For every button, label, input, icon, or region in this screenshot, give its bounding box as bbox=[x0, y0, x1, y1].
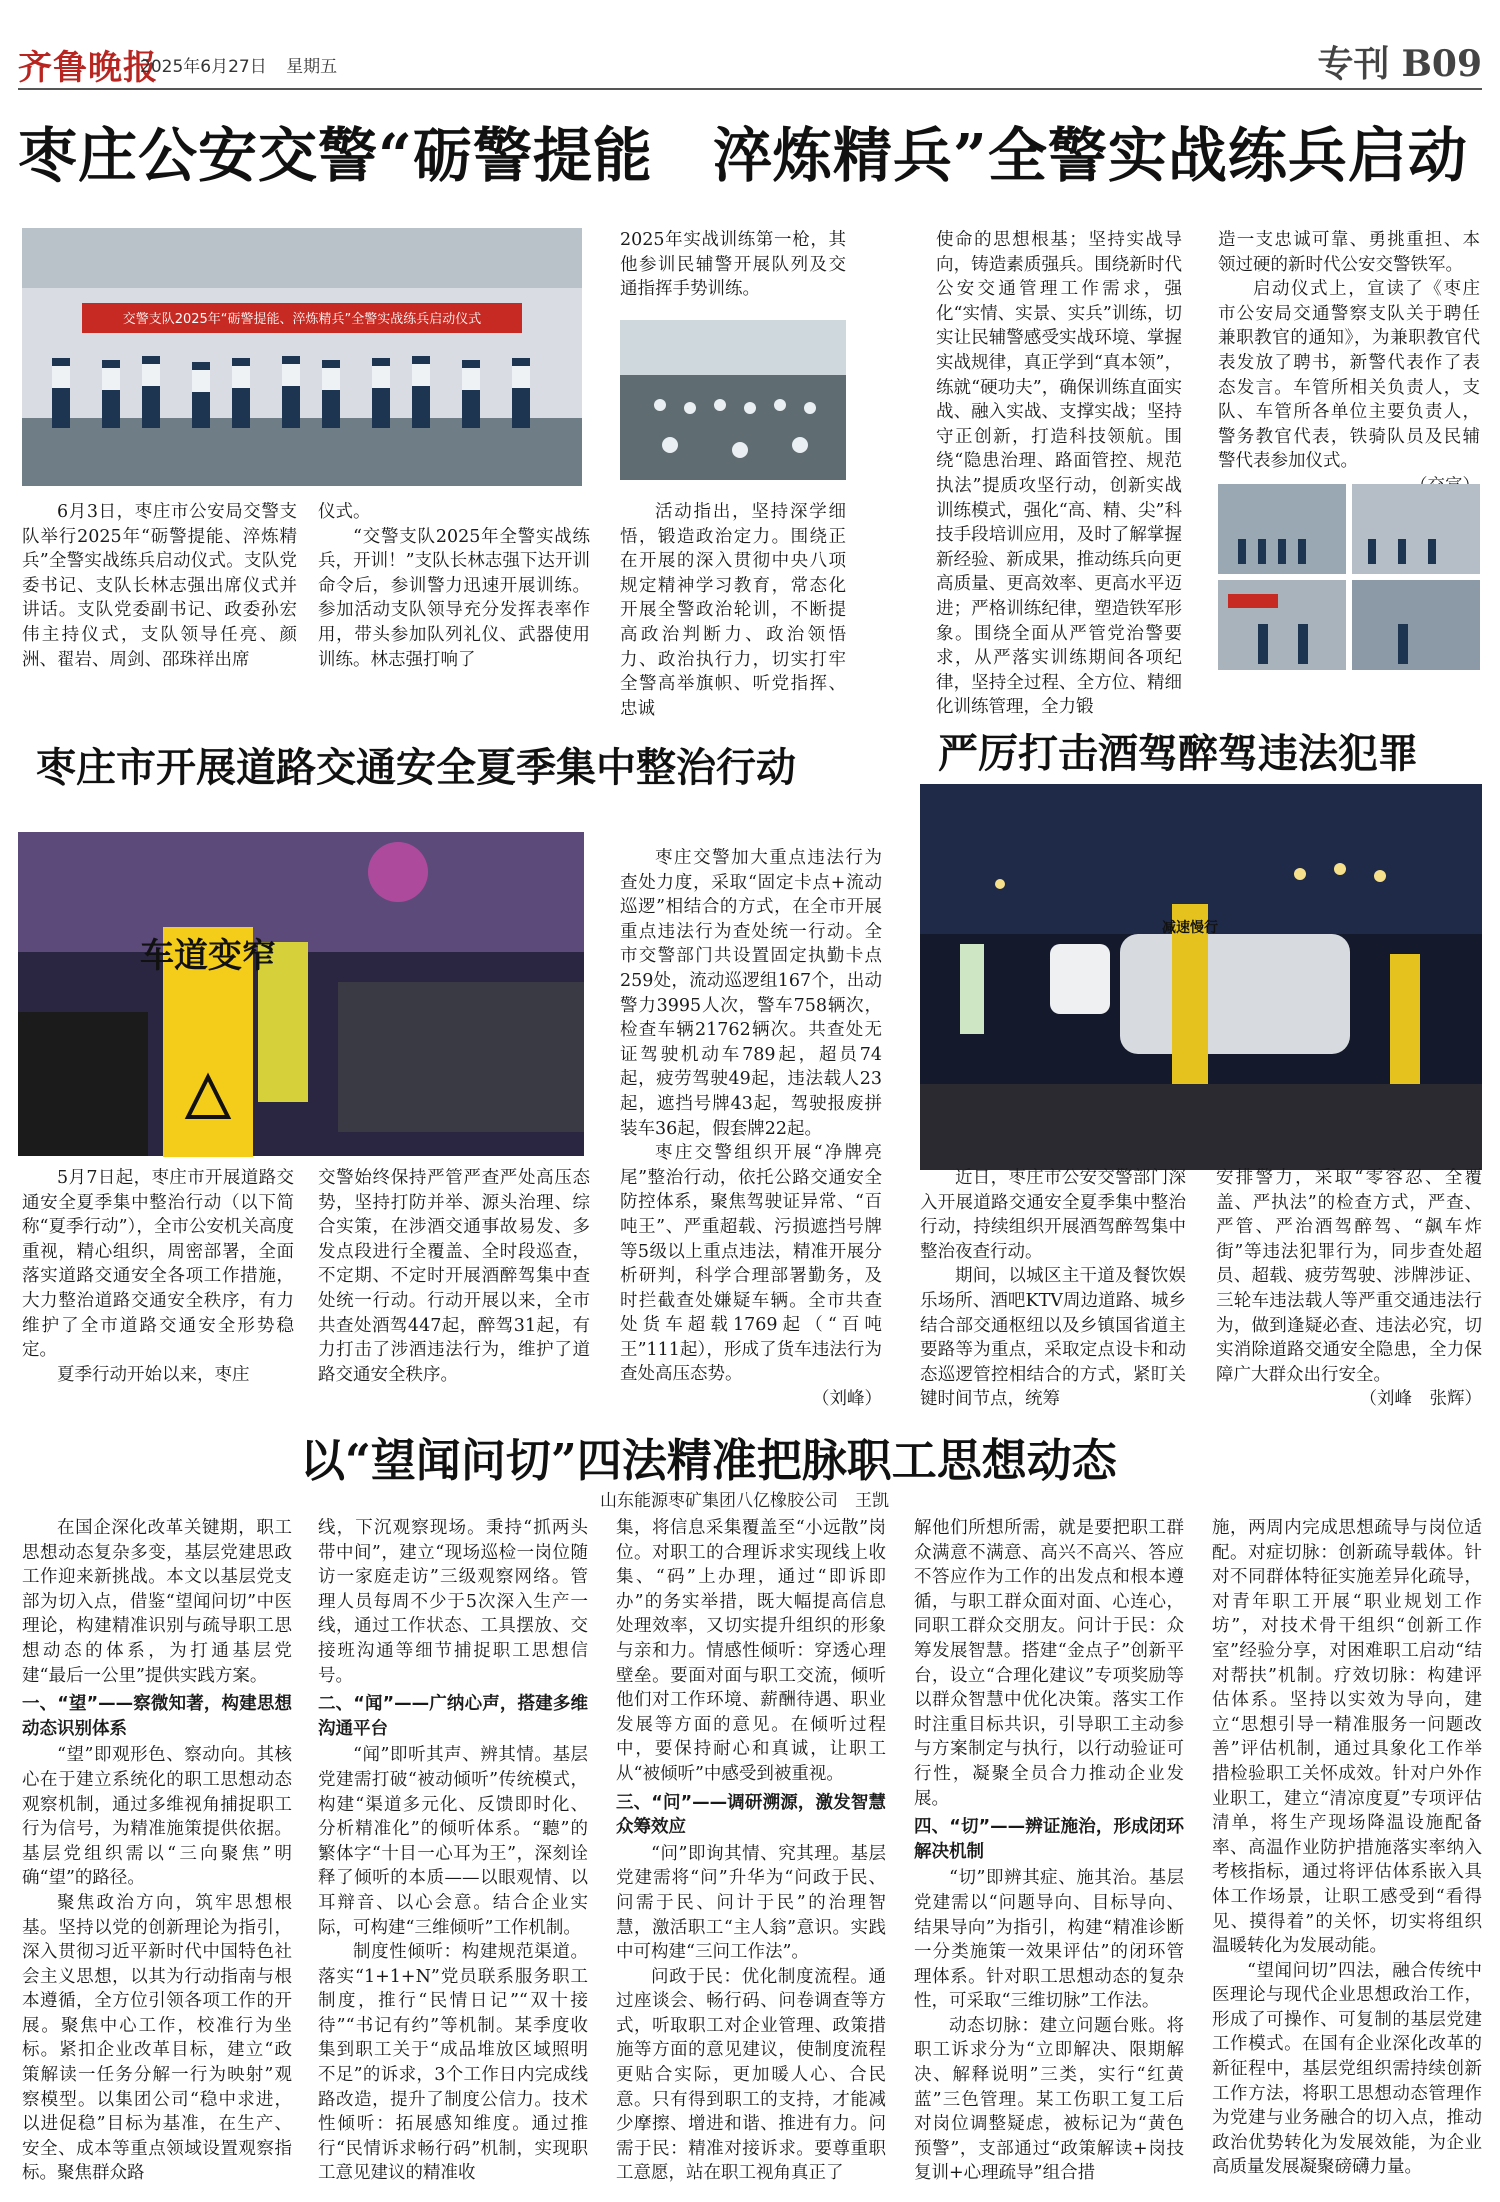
article4-col4: 解他们所想所需，就是要把职工群众满意不满意、高兴不高兴、答应不答应作为工作的出发点和根本遵循，与职工群众面对面、心连心，同职工群众交朋友。问计于民：众筹发展智慧。搭建“金点子”创新平台，设立“合理化建议”专项奖励等以群众智慧中优化决策。落实工作时注重目标共识，引导职工主动参与方案制定与执行，以行动验证可行性，凝聚全员合力推动企业发展。 四、“切”——辨证施治，形成闭环解决机制 “切”即辨其症、施其治。基层党建需以“问题导向、目标导向、结果导向”为指引，构建“精准诊断一分类施策一效果评估”的闭环管理体系。针对职工思想动态的复杂性，可采取“三维切脉”工作法。 动态切脉：建立问题台账。将职工诉求分为“立即解决、限期解决、解释说明”三类，实行“红黄蓝”三色管理。某工伤职工复工后对岗位调整疑虑，被标记为“黄色预警”，支部通过“政策解读+岗技复训+心理疏导”组合措 bbox=[914, 1518, 1184, 2184]
date-text: 2025年6月27日 bbox=[140, 57, 267, 77]
article3-photo-night-check bbox=[920, 784, 1482, 1170]
article2-col3: 枣庄交警加大重点违法行为查处力度，采取“固定卡点+流动巡逻”相结合的方式，在全市开展重点违法行为查处统一行动。全市交警部门共设置固定执勤卡点259处，流动巡逻组167个，出动警力3995人次，警车758辆次，检查车辆21762辆次。共查处无证驾驶机动车789起，超员74起，疲劳驾驶49起，违法载人23起，遮挡号牌43起，驾驶报废拼装车36起，假套牌22起。 枣庄交警组织开展“净牌亮尾”整治行动，依托公路交通安全防控体系，聚焦驾驶证异常、“百吨王”、严重超载、污损遮挡号牌等5级以上重点违法，精准开展分析研判，科学合理部署勤务，及时拦截查处嫌疑车辆。全市共查处货车超载1769起（“百吨王”111起），形成了货车违法行为查处高压态势。 （刘峰） bbox=[620, 846, 882, 1414]
article2-col2: 交警始终保持严管严查严处高压态势，坚持打防并举、源头治理、综合实策，在涉酒交通事故易发、多发点段进行全覆盖、全时段巡查，不定期、不定时开展酒醉驾集中查处统一行动。行动开展以来，全市共查处酒驾447起，醉驾31起，有力打击了涉酒违法行为，维护了道路交通安全秩序。 bbox=[318, 1168, 590, 1385]
section-heading-qie: 四、“切”——辨证施治，形成闭环解决机制 bbox=[914, 1817, 1184, 1862]
article3-headline: 严厉打击酒驾醉驾违法犯罪 bbox=[938, 730, 1418, 777]
section-heading-wen2: 三、“问”——调研溯源，激发智慧众筹效应 bbox=[616, 1792, 886, 1838]
article4-col1: 在国企深化改革关键期，职工思想动态复杂多变，基层党建思政工作迎来新挑战。本文以基层党支部为切入点，借鉴“望闻问切”中医理论，构建精准识别与疏导职工思想动态的体系，为打通基层党建“最后一公里”提供实践方案。 一、“望”——察微知著，构建思想动态识别体系 “望”即观形色、察动向。其核心在于建立系统化的职工思想动态观察机制，通过多维视角捕捉职工行为信号，为精准施策提供依据。基层党组织需以“三向聚焦”明确“望”的路径。 聚焦政治方向，筑牢思想根基。坚持以党的创新理论为指引，深入贯彻习近平新时代中国特色社会主义思想，以其为行动指南与根本遵循，全方位引领各项工作的开展。聚焦中心工作，校准行为坐标。紧扣企业改革目标，建立“政策解读一任务分解一行为映射”观察模型。以集团公司“稳中求进，以进促稳”目标为基准，在生产、安全、成本等重点领域设置观察指标。聚焦群众路 bbox=[22, 1518, 292, 2184]
article2-col1: 5月7日起，枣庄市开展道路交通安全夏季集中整治行动（以下简称“夏季行动”），全市公安机关高度重视，精心组织，周密部署，全面落实道路交通安全各项工作措施，大力整治道路交通安全秩序，有力维护了全市道路交通安全形势稳定。 夏季行动开始以来，枣庄 bbox=[22, 1168, 294, 1385]
page-number: B09 bbox=[1401, 43, 1482, 85]
article1-col5: 造一支忠诚可靠、勇挑重担、本领过硬的新时代公安交警铁军。 启动仪式上，宣读了《枣庄市公安局交通警察支队关于聘任兼职教官的通知》，为兼职教官代表发放了聘书，新警代表作了表态发言。车管所相关负责人，支队、车管所各单位主要负责人，警务教官代表，铁骑队员及民辅警代表参加仪式。 bbox=[1218, 228, 1480, 468]
article4-byline: 山东能源枣矿集团八亿橡胶公司 王凯 bbox=[600, 1491, 889, 1511]
article1-col3-top: 2025年实战训练第一枪，其他参训民辅警开展队列及交通指挥手势训练。 bbox=[620, 230, 846, 300]
article1-photo-ceremony bbox=[22, 228, 582, 486]
article1-photo-grid bbox=[1218, 484, 1480, 670]
article1-col1: 6月3日，枣庄市公安局交警支队举行2025年“砺警提能、淬炼精兵”全警实战练兵启动仪式。支队党委书记、支队长林志强出席仪式并讲话。支队党委副书记、政委孙宏伟主持仪式，支队领导任亮、颜洲、翟岩、周剑、邵珠祥出席 bbox=[22, 502, 297, 670]
masthead-rule bbox=[18, 88, 1482, 90]
article4-col3: 集，将信息采集覆盖至“小远散”岗位。对职工的合理诉求实现线上收集、“码”上办理，通过“即诉即办”的务实举措，既大幅提高信息处理效率，又切实提升组织的形象与亲和力。情感性倾听：穿透心理壁垒。要面对面与职工交流，倾听他们对工作环境、薪酬待遇、职业发展等方面的意见。在倾听过程中，要保持耐心和真诚，让职工从“被倾听”中感受到被重视。 三、“问”——调研溯源，激发智慧众筹效应 “问”即询其情、究其理。基层党建需将“问”升华为“问政于民、问需于民、问计于民”的治理智慧，激活职工“主人翁”意识。实践中可构建“三问工作法”。 问政于民：优化制度流程。通过座谈会、畅行码、问卷调查等方式，听取职工对企业管理、政策措施等方面的意见建议，使制度流程更贴合实际，更加暖人心、合民意。只有得到职工的支持，才能减少摩擦、增进和谐、推进有力。问需于民：精准对接诉求。要尊重职工意愿，站在职工视角真正了 bbox=[616, 1518, 886, 2184]
article3-col1: 近日，枣庄市公安交警部门深入开展道路交通安全夏季集中整治行动，持续组织开展酒驾醉驾集中整治夜查行动。 期间，以城区主干道及餐饮娱乐场所、酒吧KTV周边道路、城乡结合部交通枢纽以及乡镇国省道主要路等为重点，采取定点设卡和动态巡逻管控相结合的方式，紧盯关键时间节点，统筹 bbox=[920, 1168, 1186, 1410]
article3-col2: 安排警力，采取“零容忍、全覆盖、严执法”的检查方式，严查、严管、严治酒驾醉驾、“飙车炸街”等违法犯罪行为，同步查处超员、超载、疲劳驾驶、涉牌涉证、三轮车违法载人等严重交通违法行为，做到逢疑必查、违法必究，切实消除道路交通安全隐患，全力保障广大群众出行安全。 （刘峰 张辉） bbox=[1216, 1166, 1482, 1428]
sign-text-slow-down: 减速慢行 bbox=[1162, 920, 1218, 936]
newspaper-logo: 齐鲁晚报 bbox=[18, 48, 158, 88]
article4-col2: 线，下沉观察现场。秉持“抓两头带中间”，建立“现场巡检一岗位随访一家庭走访”三级观察网络。管理人员每周不少于5次深入生产一线，通过工作状态、工具摆放、交接班沟通等细节捕捉职工思想信号。 二、“闻”——广纳心声，搭建多维沟通平台 “闻”即听其声、辨其情。基层党建需打破“被动倾听”传统模式，构建“渠道多元化、反馈即时化、分析精准化”的倾听体系。“聽”的繁体字“十目一心耳为王”，深刻诠释了倾听的本质——以眼观情、以耳辩音、以心会意。结合企业实际，可构建“三维倾听”工作机制。 制度性倾听：构建规范渠道。落实“1+1+N”党员联系服务职工制度，推行“民情日记”“双十接待”“书记有约”等机制。某季度收集到职工关于“成品堆放区域照明不足”的诉求，3个工作日内完成线路改造，提升了制度公信力。技术性倾听：拓展感知维度。通过推行“民情诉求畅行码”机制，实现职工意见建议的精准收 bbox=[318, 1518, 588, 2184]
issue-date bbox=[140, 52, 337, 77]
article2-signature: （刘峰） bbox=[812, 1389, 882, 1410]
banner-text: 交警支队2025年“砺警提能、淬炼精兵”全警实战练兵启动仪式 bbox=[122, 312, 482, 327]
article1-col3: 活动指出，坚持深学细悟，锻造政治定力。围绕正在开展的深入贯彻中央八项规定精神学习教育，常态化开展全警政治轮训，不断提高政治判断力、政治领悟力、政治执行力，切实打牢全警高举旗帜、听党指挥、忠诚 bbox=[620, 502, 846, 719]
article2-headline: 枣庄市开展道路交通安全夏季集中整治行动 bbox=[36, 744, 796, 791]
article1-headline: 枣庄公安交警“砺警提能 淬炼精兵”全警实战练兵启动 bbox=[18, 121, 1468, 190]
article1-col4: 使命的思想根基；坚持实战导向，铸造素质强兵。围绕新时代公安交通管理工作需求，强化“实情、实景、实兵”训练，切实让民辅警感受实战环境、掌握实战规律，真正学到“真本领”，练就“硬功夫”，确保训练直面实战、融入实战、支撑实战；坚持守正创新，打造科技领航。围绕“隐患治理、路面管控、规范执法”提质攻坚行动，创新实战训练模式，强化“高、精、尖”科技手段培训应用，及时了解掌握新经验、新成果，推动练兵向更高质量、更高效率、更高水平迈进；严格训练纪律，塑造铁军形象。围绕全面从严管党治警要求，从严落实训练期间各项纪律，坚持全过程、全方位、精细化训练管理，全力锻 bbox=[936, 230, 1182, 718]
article1-photo-training bbox=[620, 320, 846, 480]
article4-headline: 以“望闻问切”四法精准把脉职工思想动态 bbox=[300, 1434, 1117, 1487]
section-heading-wen: 二、“闻”——广纳心声，搭建多维沟通平台 bbox=[318, 1694, 588, 1739]
page-label bbox=[1305, 36, 1482, 87]
article3-signature: （刘峰 张辉） bbox=[1359, 1389, 1482, 1410]
article2-photo-checkpoint bbox=[18, 832, 584, 1156]
section-name: 专刊 bbox=[1317, 43, 1390, 85]
article4-col5: 施，两周内完成思想疏导与岗位适配。对症切脉：创新疏导载体。针对不同群体特征实施差异化疏导，对青年职工开展“职业规划工作坊”，对技术骨干组织“创新工作室”经验分享，对困难职工启动“结对帮扶”机制。疗效切脉：构建评估体系。坚持以实效为导向，建立“思想引导一精准服务一问题改善”评估机制，通过具象化工作举措检验职工关怀成效。针对户外作业职工，建立“清凉度夏”专项评估清单，将生产现场降温设施配备率、高温作业防护措施落实率纳入考核指标，通过将评估体系嵌入具体工作场景，让职工感受到“看得见、摸得着”的关怀，切实将组织温暖转化为发展动能。 “望闻问切”四法，融合传统中医理论与现代企业思想政治工作，形成了可操作、可复制的基层党建工作模式。在国有企业深化改革的新征程中，基层党组织需持续创新工作方法，将职工思想动态管理作为党建与业务融合的切入点，推动政治优势转化为发展效能，为企业高质量发展凝聚磅礴力量。 bbox=[1212, 1518, 1482, 2178]
sign-text-lane-narrow: 车道变窄 bbox=[140, 936, 276, 976]
weekday-text: 星期五 bbox=[286, 57, 338, 77]
article1-col2: 仪式。 “交警支队2025年全警实战练兵，开训！”支队长林志强下达开训命令后，参训警力迅速开展训练。参加活动支队领导充分发挥表率作用，带头参加队列礼仪、武器使用训练。林志强打响了 bbox=[318, 502, 590, 670]
section-heading-wang: 一、“望”——察微知著，构建思想动态识别体系 bbox=[22, 1694, 292, 1739]
